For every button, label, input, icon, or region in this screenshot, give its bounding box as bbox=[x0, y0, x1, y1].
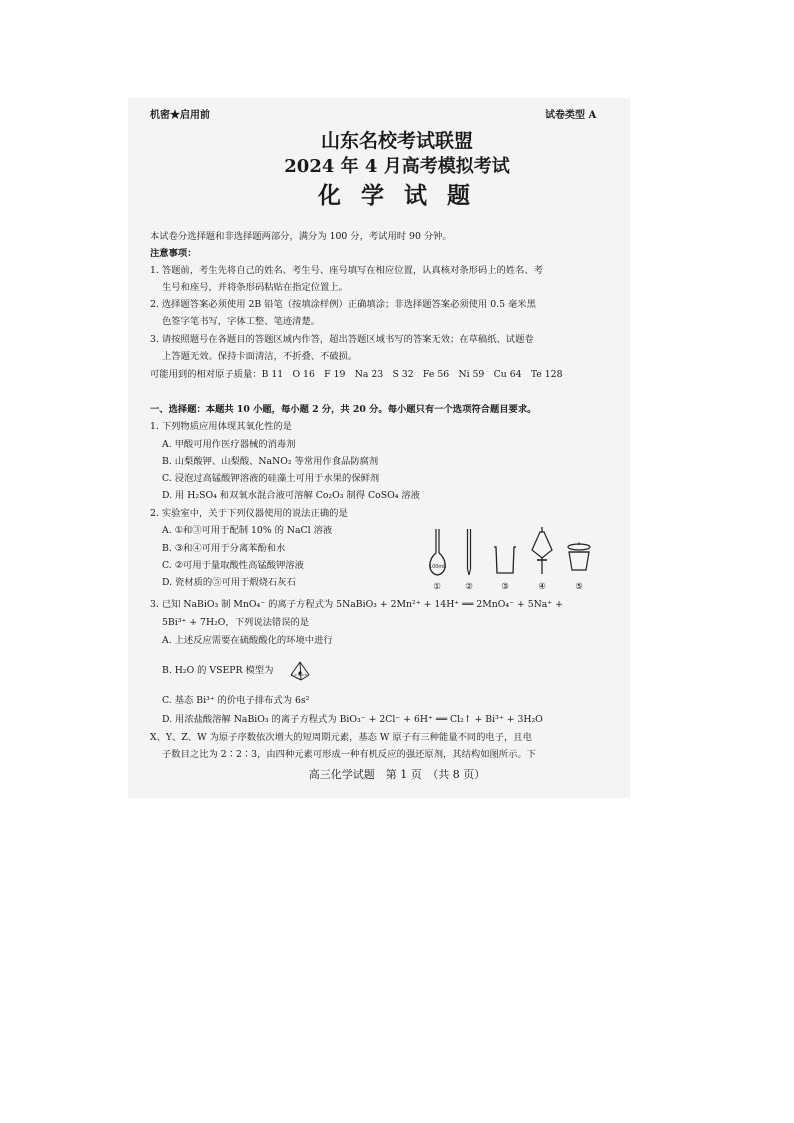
apparatus-label-5: ⑤ bbox=[575, 582, 583, 592]
q1-stem: 1. 下列物质应用体现其氧化性的是 bbox=[150, 421, 292, 432]
q3-stem-1: 3. 已知 NaBiO₃ 制 MnO₄⁻ 的离子方程式为 5NaBiO₃ + 2Mn²⁺ + 14H⁺ ══ 2MnO₄⁻ + 5Na⁺ + bbox=[150, 599, 563, 610]
crucible-icon bbox=[566, 542, 592, 574]
q3-option-b: B. H₂O 的 VSEPR 模型为 bbox=[162, 665, 274, 676]
apparatus-label-3: ③ bbox=[501, 582, 509, 592]
q4-line-2: 子数目之比为 2∶2∶3，由四种元素可形成一种有机反应的强还原剂，其结构如图所示。下 bbox=[162, 749, 536, 760]
section-heading: 一、选择题：本题共 10 小题，每小题 2 分，共 20 分。每小题只有一个选项符合题目要求。 bbox=[150, 404, 537, 415]
q2-stem: 2. 实验室中，关于下列仪器使用的说法正确的是 bbox=[150, 508, 348, 519]
q1-option-b: B. 山梨酸钾、山梨酸、NaNO₂ 等常用作食品防腐剂 bbox=[162, 456, 379, 467]
q1-option-c: C. 浸泡过高锰酸钾溶液的硅藻土可用于水果的保鲜剂 bbox=[162, 473, 380, 484]
apparatus-label-4: ④ bbox=[538, 582, 546, 592]
notice-1a: 1. 答题前，考生先将自己的姓名、考生号、座号填写在相应位置，认真核对条形码上的姓名、考 bbox=[150, 265, 543, 276]
burette-icon bbox=[462, 527, 476, 577]
q2-option-d: D. 瓷材质的⑤可用于煅烧石灰石 bbox=[162, 577, 296, 588]
flask-volume-mark: 100mL bbox=[428, 564, 447, 570]
notice-2a: 2. 选择题答案必须使用 2B 铅笔（按填涂样例）正确填涂；非选择题答案必须使用 0.5 毫米黑 bbox=[150, 299, 536, 310]
confidential-label: 机密★启用前 bbox=[150, 110, 210, 121]
title-exam: 2024 年 4 月高考模拟考试 bbox=[284, 156, 510, 177]
tetrahedral-vsepr-icon bbox=[288, 660, 312, 682]
q2-option-c: C. ②可用于量取酸性高锰酸钾溶液 bbox=[162, 560, 304, 571]
volumetric-flask-icon bbox=[425, 527, 450, 579]
paper-type-label: 试卷类型 A bbox=[545, 110, 597, 121]
apparatus-label-1: ① bbox=[433, 582, 441, 592]
q3-option-c: C. 基态 Bi³⁺ 的价电子排布式为 6s² bbox=[162, 695, 310, 706]
beaker-icon bbox=[492, 544, 518, 576]
title-subject: 化 学 试 题 bbox=[317, 182, 477, 209]
q4-line-1: X、Y、Z、W 为原子序数依次增大的短周期元素，基态 W 原子有三种能量不同的电子，且电 bbox=[150, 732, 532, 743]
q3-option-d: D. 用浓盐酸溶解 NaBiO₃ 的离子方程式为 BiO₃⁻ + 2Cl⁻ + 6H⁺ ══ Cl₂↑ + Bi³⁺ + 3H₂O bbox=[162, 714, 543, 725]
atomic-masses: 可能用到的相对原子质量：B 11 O 16 F 19 Na 23 S 32 Fe 56 Ni 59 Cu 64 Te 128 bbox=[150, 369, 563, 380]
notice-2b: 色签字笔书写，字体工整、笔迹清楚。 bbox=[162, 316, 321, 327]
q1-option-d: D. 用 H₂SO₄ 和双氧水混合液可溶解 Co₂O₃ 制得 CoSO₄ 溶液 bbox=[162, 490, 420, 501]
notice-1b: 生号和座号，并将条形码粘贴在指定位置上。 bbox=[162, 282, 348, 293]
q2-option-b: B. ③和④可用于分离苯酚和水 bbox=[162, 543, 286, 554]
q3-option-a: A. 上述反应需要在硫酸酸化的环境中进行 bbox=[162, 635, 333, 646]
q1-option-a: A. 甲酸可用作医疗器械的消毒剂 bbox=[162, 439, 296, 450]
q3-stem-2: 5Bi³⁺ + 7H₂O，下列说法错误的是 bbox=[162, 617, 310, 628]
notice-3b: 上答题无效。保持卡面清洁，不折叠、不破损。 bbox=[162, 351, 358, 362]
page-footer: 高三化学试题 第 1 页 （共 8 页） bbox=[308, 768, 486, 781]
intro-line: 本试卷分选择题和非选择题两部分，满分为 100 分，考试用时 90 分钟。 bbox=[150, 231, 452, 242]
apparatus-label-2: ② bbox=[465, 582, 473, 592]
separatory-funnel-icon bbox=[530, 526, 554, 578]
notice-title: 注意事项： bbox=[150, 248, 197, 259]
notice-3a: 3. 请按照题号在各题目的答题区域内作答，超出答题区域书写的答案无效；在草稿纸、试题卷 bbox=[150, 334, 534, 345]
q2-option-a: A. ①和③可用于配制 10% 的 NaCl 溶液 bbox=[162, 525, 333, 536]
title-org: 山东名校考试联盟 bbox=[320, 130, 473, 152]
